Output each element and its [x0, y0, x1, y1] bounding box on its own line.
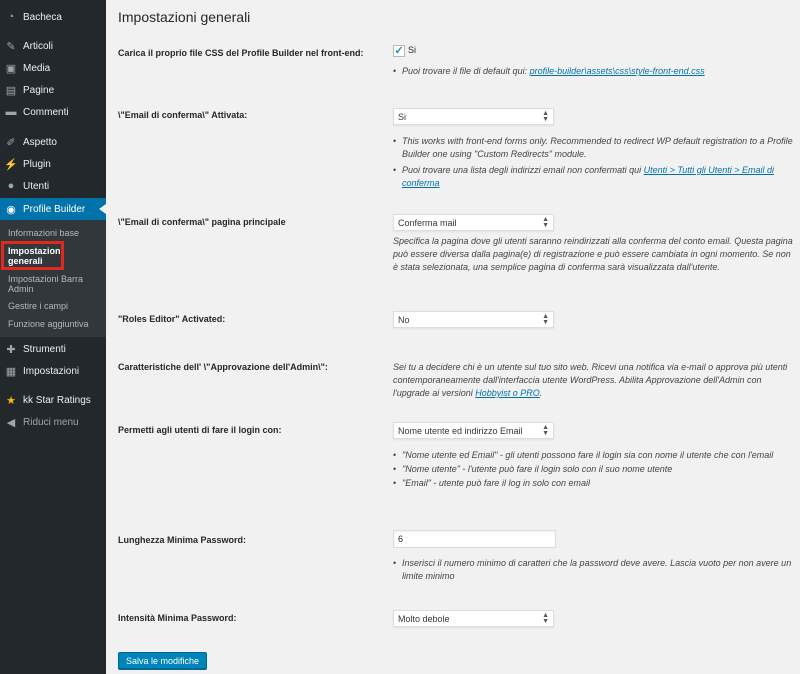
profile-icon: ◉ — [6, 203, 16, 216]
select-arrows-icon: ▲ ▼ — [542, 216, 549, 229]
css-file-link[interactable]: profile-builder\assets\css\style-front-end.css — [529, 66, 705, 76]
plugin-icon: ⚡ — [4, 158, 18, 171]
submenu-gestire-campi[interactable]: Gestire i campi — [8, 301, 69, 311]
login-with-label: Permetti agli utenti di fare il login con: — [118, 425, 282, 435]
wrench-icon: ✚ — [6, 343, 16, 356]
menu-item-commenti[interactable]: ▬ Commenti — [0, 101, 106, 123]
menu-item-kk-star-ratings[interactable]: ★ kk Star Ratings — [0, 389, 106, 411]
unconfirmed-emails-link[interactable]: Utenti > Tutti gli Utenti > Email di conferma — [402, 165, 775, 188]
email-page-description: Specifica la pagina dove gli utenti saranno reindirizzati alla conferma del conto email. Questa pagina può essere diversa dalla pagina(e) di registrazione e può essere cambiata in ogni momento. Se non è stata selezionata, una semplice pagina di conferma sarà visualizzata dall'utente. — [393, 236, 793, 272]
checkmark-icon: ✓ — [394, 45, 404, 57]
menu-item-media[interactable]: ▣ Media — [0, 57, 106, 79]
main-content — [106, 0, 800, 674]
css-checkbox[interactable] — [393, 45, 405, 57]
email-confirm-description: • This works with front-end forms only. Recommended to redirect WP default registration to a Profile Builder one using "Custom Redirects" module. • Puoi trovare una lista degli indirizzi email non confermati qui Utenti > Tutti gli Utenti > Email di conferma — [393, 135, 793, 190]
star-icon: ★ — [6, 394, 16, 407]
css-description: • Puoi trovare il file di default qui: profile-builder\assets\css\style-front-end.css — [393, 65, 793, 78]
menu-item-impostazioni[interactable]: ▦ Impostazioni — [0, 360, 106, 382]
user-icon: ● — [7, 180, 15, 192]
upgrade-link[interactable]: Hobbyist o PRO — [475, 388, 540, 398]
menu-item-bacheca[interactable]: ◔ Bacheca — [0, 6, 106, 28]
profile-builder-submenu — [0, 220, 106, 337]
submenu-informazioni-base[interactable]: Informazioni base — [8, 228, 80, 238]
select-arrows-icon: ▲ ▼ — [542, 612, 549, 625]
submenu-impostazioni-barra-admin[interactable]: Impostazioni Barra Admin — [8, 274, 84, 294]
media-icon: ▣ — [5, 62, 17, 75]
menu-item-articoli[interactable]: ✎ Articoli — [0, 35, 106, 57]
min-strength-select[interactable]: Molto debole ▲ ▼ — [393, 610, 554, 627]
submenu-funzione-aggiuntiva[interactable]: Funzione aggiuntiva — [8, 319, 89, 329]
min-strength-label: Intensità Minima Password: — [118, 613, 237, 623]
brush-icon: ✐ — [6, 136, 16, 149]
admin-approval-label: Caratteristiche dell' \"Approvazione dell'Admin\": — [118, 362, 328, 372]
current-item-highlight — [1, 241, 64, 270]
email-confirm-select[interactable]: Si ▲ ▼ — [393, 108, 554, 125]
settings-icon: ▦ — [5, 365, 17, 378]
select-arrows-icon: ▲ ▼ — [542, 424, 549, 437]
css-setting-label: Carica il proprio file CSS del Profile Builder nel front-end: — [118, 48, 364, 58]
min-length-input[interactable]: 6 — [393, 530, 556, 548]
admin-approval-description: Sei tu a decidere chi è un utente sul tuo sito web. Ricevi una notifica via e-mail o approva più utenti contemporaneamente dall'interfaccia utente WordPress. Abilita Approvazione dell'Admin con l'upgrade ai versioni Hobbyist o PRO. — [393, 362, 788, 398]
roles-editor-select[interactable]: No ▲ ▼ — [393, 311, 554, 328]
page-icon: ▤ — [5, 84, 17, 97]
menu-item-strumenti[interactable]: ✚ Strumenti — [0, 338, 106, 360]
submenu-impostazioni-generali[interactable]: Impostazioni generali — [8, 246, 64, 266]
menu-item-plugin[interactable]: ⚡ Plugin — [0, 153, 106, 175]
email-page-select[interactable]: Conferma mail ▲ ▼ — [393, 214, 554, 231]
dashboard-icon: ◔ — [7, 11, 15, 23]
select-arrows-icon: ▲ ▼ — [542, 313, 549, 326]
roles-editor-label: "Roles Editor" Activated: — [118, 314, 226, 324]
min-length-description: • Inserisci il numero minimo di caratteri che la password deve avere. Lascia vuoto per non avere un limite minimo — [393, 557, 793, 583]
email-confirm-label: \"Email di conferma\" Attivata: — [118, 110, 248, 120]
email-page-label: \"Email di conferma\" pagina principale — [118, 217, 286, 227]
menu-item-aspetto[interactable]: ✐ Aspetto — [0, 131, 106, 153]
menu-item-riduci-menu[interactable]: ◀ Riduci menu — [0, 411, 106, 433]
comment-icon: ▬ — [5, 106, 17, 118]
menu-item-profile-builder[interactable]: ◉ Profile Builder — [0, 198, 106, 220]
select-arrows-icon: ▲ ▼ — [542, 110, 549, 123]
menu-item-pagine[interactable]: ▤ Pagine — [0, 79, 106, 101]
collapse-icon: ◀ — [6, 416, 16, 429]
login-with-description: • "Nome utente ed Email" - gli utenti possono fare il login sia con nome il utente che con l'email • "Nome utente" - l'utente può fare il login solo con il suo nome utente • "Email" - utente può fare il log in solo con email — [393, 449, 793, 490]
login-with-select[interactable]: Nome utente ed indirizzo Email ▲ ▼ — [393, 422, 554, 439]
menu-item-utenti[interactable]: ● Utenti — [0, 175, 106, 197]
save-button[interactable]: Salva le modifiche — [118, 652, 207, 669]
admin-sidebar — [0, 0, 106, 674]
min-length-label: Lunghezza Minima Password: — [118, 535, 247, 545]
pin-icon: ✎ — [6, 40, 16, 53]
page-title: Impostazioni generali — [118, 9, 251, 25]
css-checkbox-label: Si — [408, 45, 417, 55]
